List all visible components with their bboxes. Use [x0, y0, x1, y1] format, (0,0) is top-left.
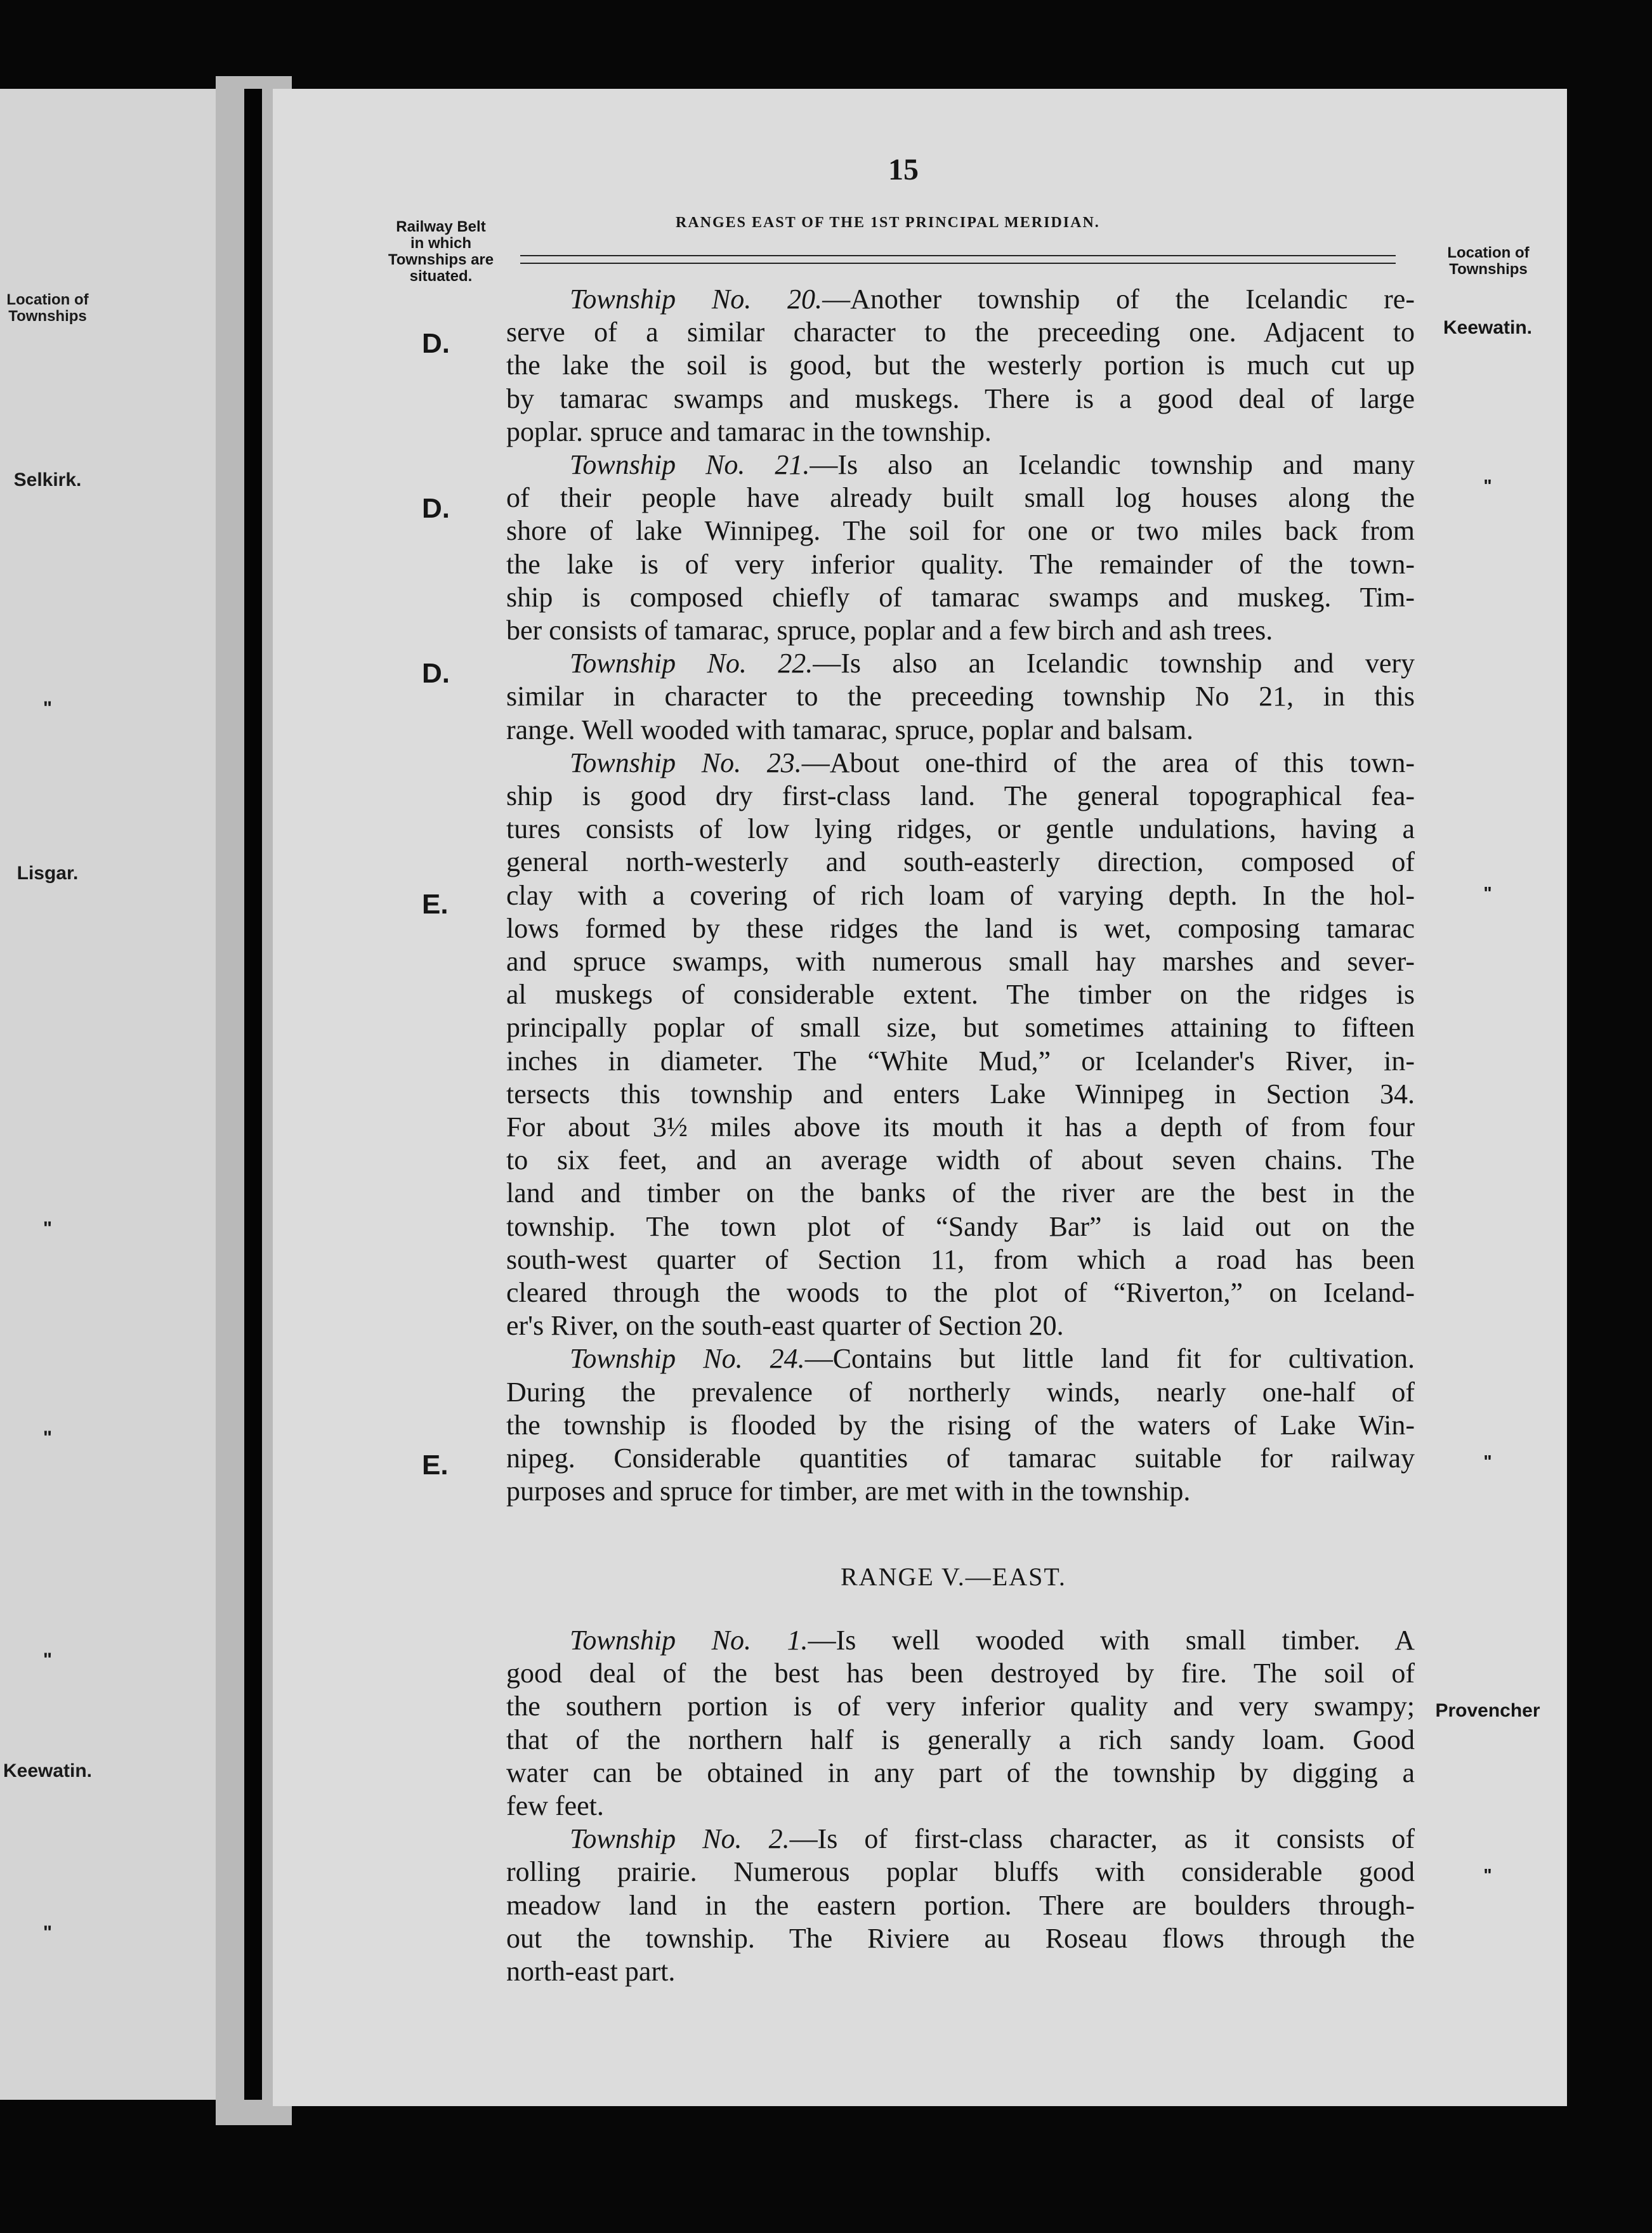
- body-text-line: [506, 1724, 1415, 1757]
- line-text: few feet.: [506, 1790, 604, 1821]
- body-text-line: [506, 1856, 1415, 1889]
- line-text: by tamarac swamps and muskegs. There is a good deal of large: [506, 383, 1415, 414]
- body-text-line: [506, 581, 1415, 614]
- left-location-heading: [0, 292, 95, 325]
- line-text: cleared through the woods to the plot of “Riverton,” on Iceland-: [506, 1277, 1415, 1308]
- line-text: and spruce swamps, with numerous small hay marshes and sever-: [506, 946, 1415, 977]
- line-text: township. The town plot of “Sandy Bar” is laid out on the: [506, 1210, 1415, 1242]
- location-label-keewatin: Keewatin.: [1443, 317, 1533, 338]
- body-text-line: [506, 1309, 1415, 1342]
- body-text-line: [506, 1177, 1415, 1210]
- railway-heading-line: Townships are: [388, 251, 494, 268]
- line-text: —Is of first-class character, as it consists of: [789, 1823, 1415, 1855]
- body-text-line: [506, 846, 1415, 879]
- page-number: 15: [888, 153, 919, 187]
- body-text-line: [506, 945, 1415, 978]
- line-text: er's River, on the south-east quarter of Section 20.: [506, 1310, 1064, 1342]
- body-text-line: [506, 1889, 1415, 1922]
- left-label-ditto: ": [43, 1649, 53, 1670]
- binding-black-edge: [244, 89, 262, 2100]
- body-text-line: [506, 714, 1415, 747]
- body-text-line: [506, 1409, 1415, 1442]
- line-text: —Another township of the Icelandic re-: [822, 284, 1415, 315]
- body-text-line: [506, 1144, 1415, 1177]
- line-text: tures consists of low lying ridges, or gentle undulations, having a: [506, 813, 1415, 845]
- line-text: south-west quarter of Section 11, from which a road has been: [506, 1243, 1415, 1275]
- body-text-line: [506, 1442, 1415, 1475]
- body-text-line: [506, 1111, 1415, 1144]
- body-text-line: [506, 383, 1415, 416]
- township-number: Township No. 20.: [570, 284, 823, 315]
- body-text-line: [506, 1475, 1415, 1508]
- railway-heading-line: in which: [410, 235, 471, 252]
- township-number: Township No. 2.: [570, 1823, 790, 1855]
- left-label-ditto: ": [43, 1427, 53, 1448]
- left-heading-line: Townships: [8, 308, 87, 325]
- location-label-provencher: Provencher: [1435, 1700, 1540, 1721]
- body-text-line: [506, 481, 1415, 514]
- body-text-line: [506, 1955, 1415, 1988]
- line-text: purposes and spruce for timber, are met with in the township.: [506, 1476, 1191, 1507]
- line-text: rolling prairie. Numerous poplar bluffs with considerable good: [506, 1856, 1415, 1888]
- body-text-line: [506, 780, 1415, 813]
- line-text: —Is also an Icelandic township and very: [813, 648, 1415, 679]
- location-heading-line: Location of: [1447, 244, 1530, 261]
- line-text: land and timber on the banks of the river are the best in the: [506, 1177, 1415, 1209]
- body-text-line: [506, 1276, 1415, 1309]
- line-text: range. Well wooded with tamarac, spruce, poplar and balsam.: [506, 714, 1194, 745]
- line-text: out the township. The Riviere au Roseau flows through the: [506, 1922, 1415, 1954]
- line-text: poplar. spruce and tamarac in the township.: [506, 416, 992, 447]
- body-text-line: [506, 1210, 1415, 1243]
- line-text: similar in character to the preceeding township No 21, in this: [506, 681, 1415, 712]
- railway-belt-letter: D.: [422, 493, 450, 524]
- line-text: ship is composed chiefly of tamarac swamps and muskeg. Tim-: [506, 581, 1415, 613]
- left-location-column: [0, 89, 102, 2100]
- body-text-line: [506, 514, 1415, 547]
- body-text-line: [506, 1922, 1415, 1955]
- body-text-line: [506, 1657, 1415, 1690]
- line-text: nipeg. Considerable quantities of tamarac suitable for railway: [506, 1443, 1415, 1474]
- township-number: Township No. 1.: [570, 1625, 808, 1656]
- line-text: meadow land in the eastern portion. There are boulders through-: [506, 1889, 1415, 1921]
- body-text-line: [506, 1045, 1415, 1078]
- location-label-ditto: ": [1483, 883, 1492, 903]
- line-text: north-east part.: [506, 1956, 676, 1987]
- line-text: clay with a covering of rich loam of varying depth. In the hol-: [506, 879, 1415, 911]
- railway-belt-letter: E.: [422, 889, 449, 920]
- header-double-rule: [520, 255, 1396, 264]
- line-text: tersects this township and enters Lake Winnipeg in Section 34.: [506, 1078, 1415, 1110]
- line-text: general north-westerly and south-easterly direction, composed of: [506, 846, 1415, 878]
- running-header-title: RANGES EAST OF THE 1ST PRINCIPAL MERIDIAN.: [676, 214, 1100, 231]
- body-text-line: [506, 1376, 1415, 1409]
- body-text-line: [506, 747, 1415, 780]
- body-text-line: [506, 449, 1415, 481]
- line-text: good deal of the best has been destroyed by fire. The soil of: [506, 1658, 1415, 1689]
- line-text: inches in diameter. The “White Mud,” or Icelander's River, in-: [506, 1045, 1415, 1077]
- railway-heading-line: situated.: [409, 268, 473, 285]
- body-text-line: [506, 614, 1415, 647]
- line-text: the southern portion is of very inferior quality and very swampy;: [506, 1691, 1415, 1722]
- line-text: —Contains but little land fit for cultivation.: [804, 1343, 1415, 1375]
- body-text-line: [506, 1078, 1415, 1111]
- body-text-line: [506, 316, 1415, 349]
- line-text: the lake is of very inferior quality. The remainder of the town-: [506, 548, 1415, 580]
- left-label-lisgar: Lisgar.: [16, 863, 79, 884]
- line-text: lows formed by these ridges the land is wet, composing tamarac: [506, 912, 1415, 944]
- body-text-line: [506, 879, 1415, 912]
- line-text: water can be obtained in any part of the township by digging a: [506, 1757, 1415, 1788]
- range-v-east-heading: RANGE V.—EAST.: [841, 1562, 1066, 1591]
- line-text: During the prevalence of northerly winds, nearly one-half of: [506, 1376, 1415, 1408]
- location-label-ditto: ": [1483, 1451, 1492, 1471]
- body-text-line: [506, 1790, 1415, 1823]
- line-text: the lake the soil is good, but the westerly portion is much cut up: [506, 350, 1415, 381]
- township-number: Township No. 24.: [570, 1343, 805, 1375]
- left-label-keewatin: Keewatin.: [3, 1760, 93, 1781]
- body-text-line: [506, 1011, 1415, 1044]
- line-text: ber consists of tamarac, spruce, poplar and a few birch and ash trees.: [506, 615, 1273, 646]
- body-text-line: [506, 1690, 1415, 1723]
- line-text: to six feet, and an average width of about seven chains. The: [506, 1144, 1415, 1176]
- left-label-ditto: ": [43, 698, 53, 719]
- line-text: that of the northern half is generally a rich sandy loam. Good: [506, 1724, 1415, 1755]
- body-text-line: [506, 813, 1415, 846]
- body-text-line: [506, 1757, 1415, 1790]
- railway-belt-letter: D.: [422, 328, 450, 359]
- body-text-line: [506, 1243, 1415, 1276]
- body-text-line: [506, 283, 1415, 316]
- previous-page-edge: [0, 89, 216, 2100]
- body-text-line: [506, 647, 1415, 680]
- railway-belt-letter: D.: [422, 658, 450, 689]
- body-text-line: [506, 1624, 1415, 1657]
- location-of-townships-heading: [1419, 245, 1558, 278]
- line-text: the township is flooded by the rising of the waters of Lake Win-: [506, 1409, 1415, 1441]
- township-number: Township No. 22.: [570, 648, 813, 679]
- body-text-line: [506, 548, 1415, 581]
- line-text: —About one-third of the area of this town-: [801, 747, 1415, 778]
- left-label-ditto: ": [43, 1922, 53, 1943]
- location-label-ditto: ": [1483, 476, 1492, 495]
- body-text-line: [506, 978, 1415, 1011]
- line-text: ship is good dry first-class land. The general topographical fea-: [506, 780, 1415, 811]
- line-text: shore of lake Winnipeg. The soil for one or two miles back from: [506, 515, 1415, 547]
- body-text-line: [506, 1823, 1415, 1856]
- township-number: Township No. 23.: [570, 747, 802, 778]
- body-text-line: [506, 912, 1415, 945]
- line-text: al muskegs of considerable extent. The timber on the ridges is: [506, 979, 1415, 1011]
- line-text: —Is also an Icelandic township and many: [810, 449, 1415, 480]
- body-text-line: [506, 680, 1415, 713]
- railway-belt-heading: [362, 219, 520, 285]
- line-text: For about 3½ miles above its mouth it has a depth of from four: [506, 1111, 1415, 1143]
- location-heading-line: Townships: [1449, 261, 1528, 278]
- location-label-ditto: ": [1483, 1865, 1492, 1885]
- railway-belt-letter: E.: [422, 1450, 449, 1481]
- township-number: Township No. 21.: [570, 449, 810, 480]
- left-label-ditto: ": [43, 1218, 53, 1239]
- body-text-line: [506, 416, 1415, 449]
- railway-heading-line: Railway Belt: [396, 218, 486, 235]
- body-text-line: [506, 1342, 1415, 1375]
- left-label-selkirk: Selkirk.: [13, 469, 82, 490]
- line-text: principally poplar of small size, but sometimes attaining to fifteen: [506, 1012, 1415, 1044]
- body-text-line: [506, 349, 1415, 382]
- line-text: —Is well wooded with small timber. A: [808, 1625, 1415, 1656]
- line-text: serve of a similar character to the preceeding one. Adjacent to: [506, 317, 1415, 348]
- left-heading-line: Location of: [6, 291, 89, 308]
- line-text: of their people have already built small log houses along the: [506, 482, 1415, 514]
